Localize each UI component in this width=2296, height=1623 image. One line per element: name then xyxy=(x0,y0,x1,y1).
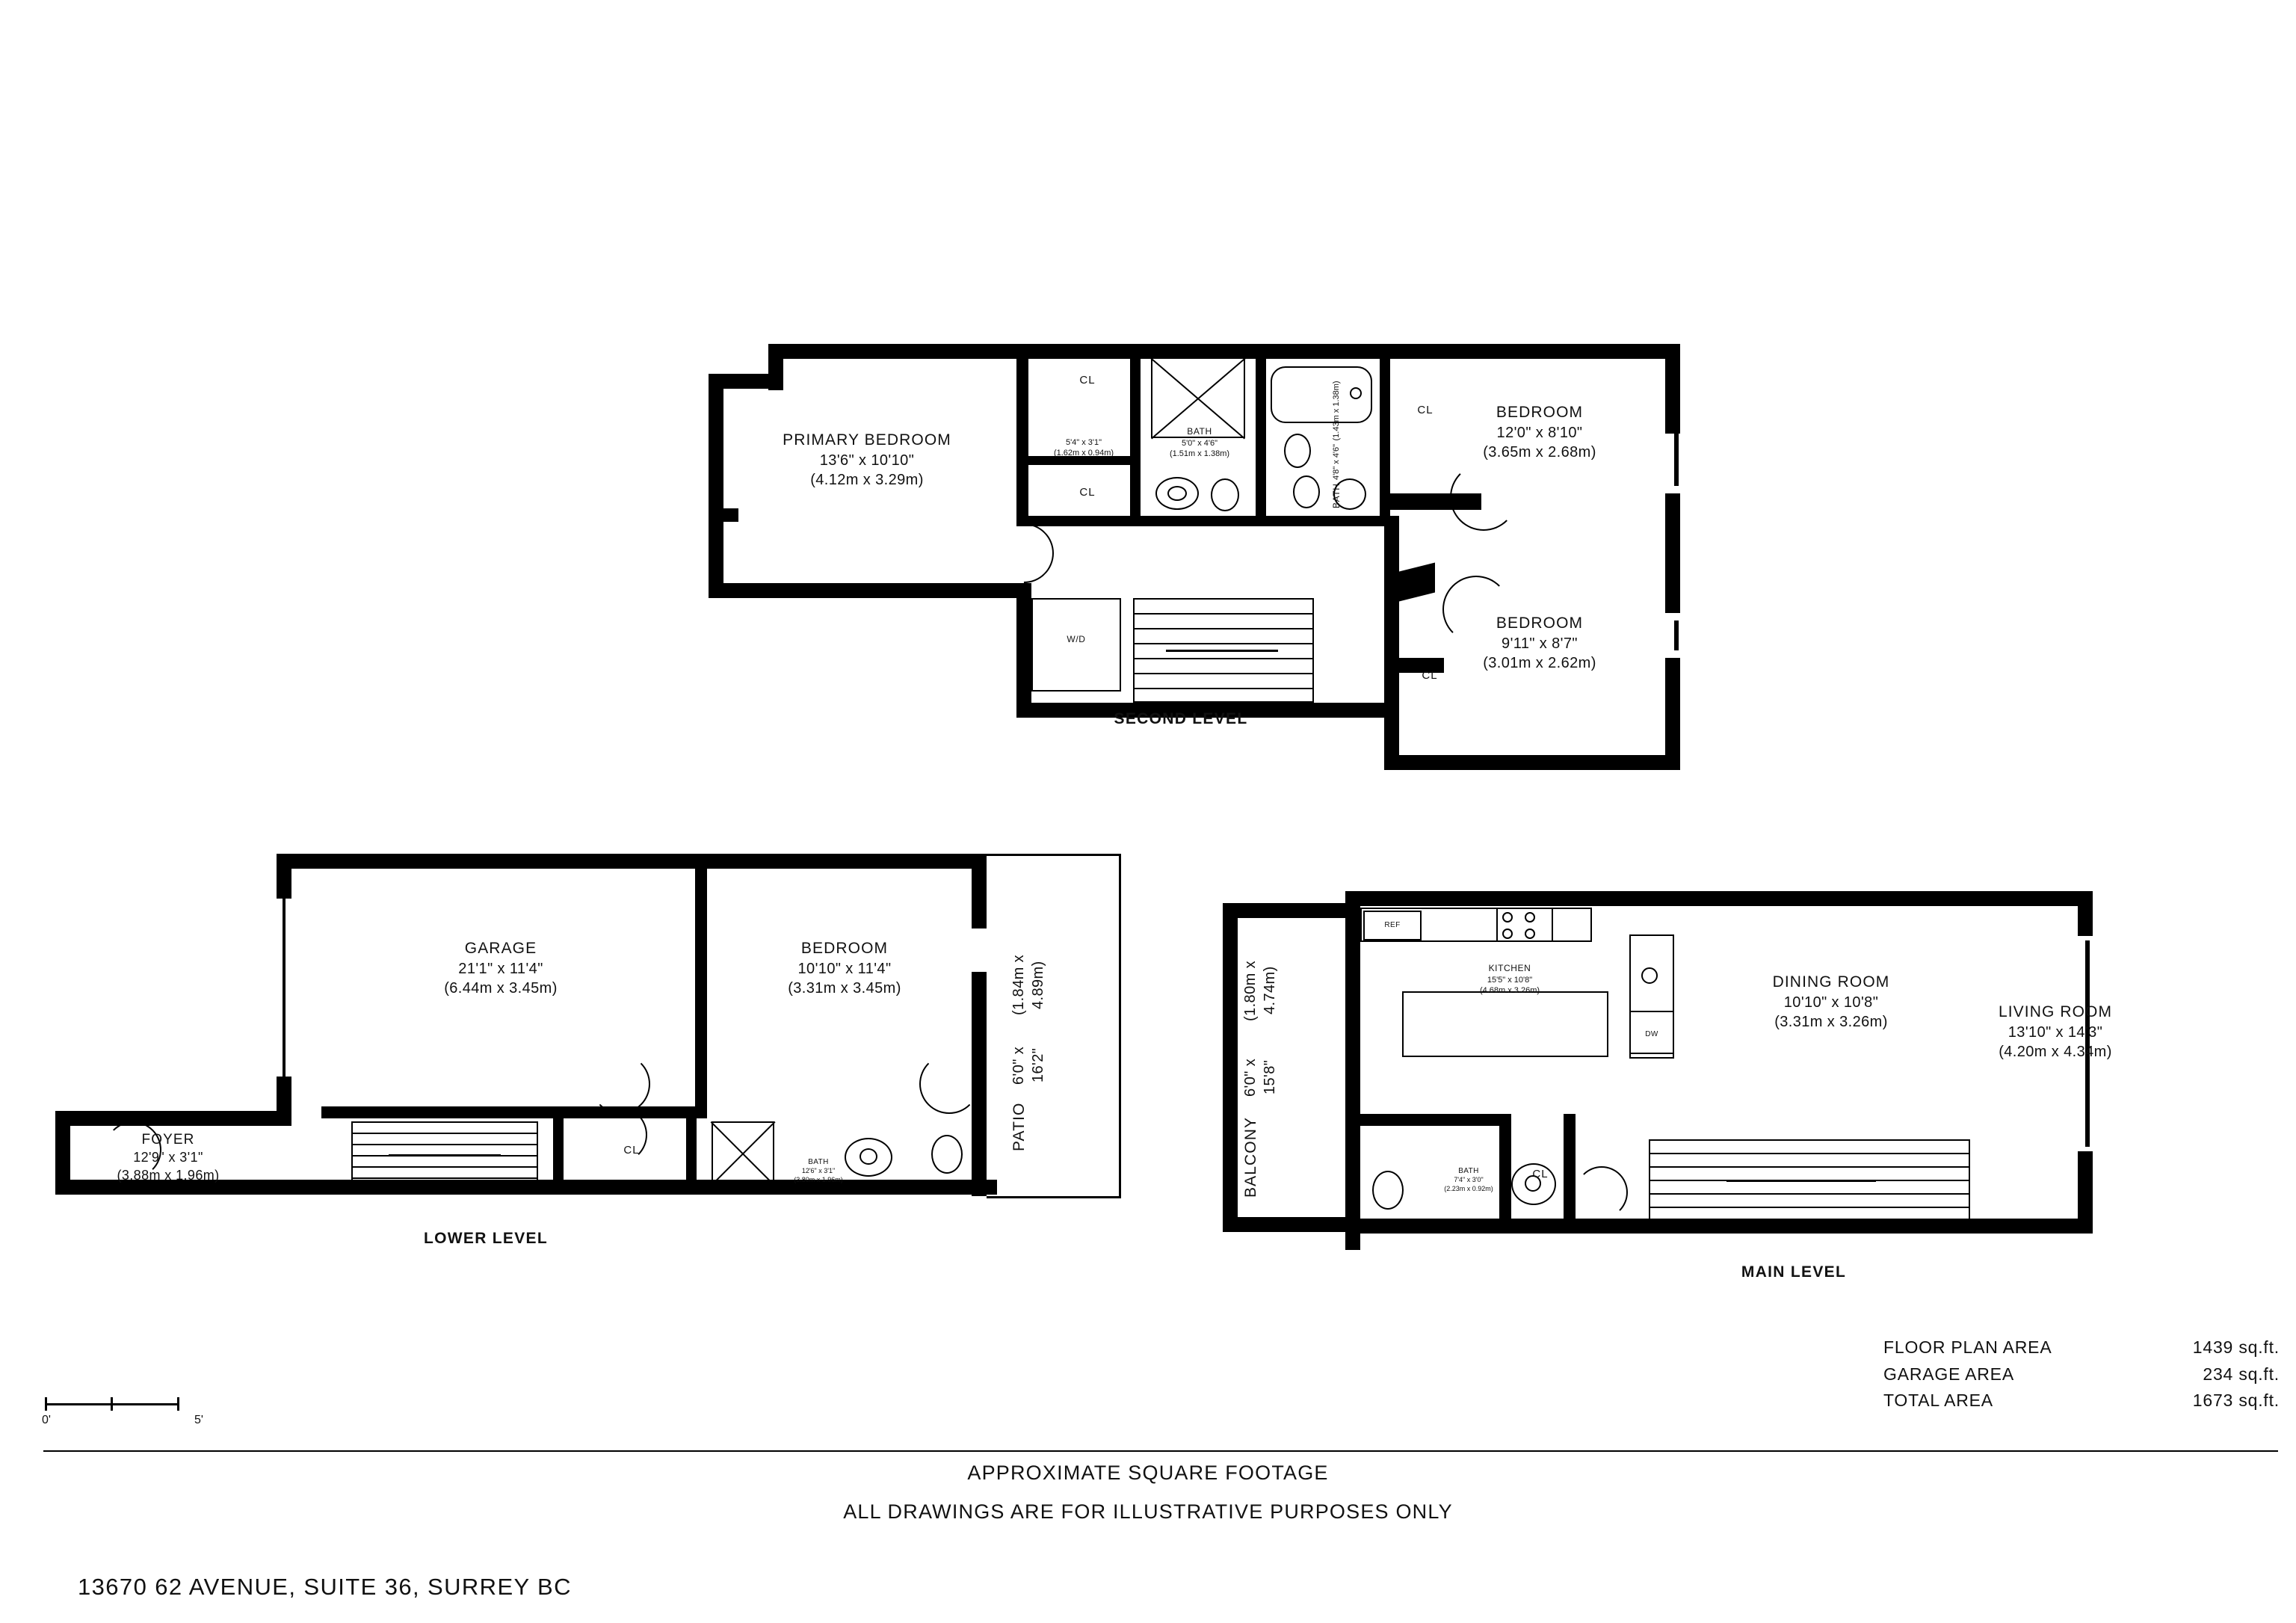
wall xyxy=(321,1106,707,1118)
room-name: GARAGE xyxy=(464,940,537,957)
room-dim-m: (4.68m x 3.26m) xyxy=(1479,985,1540,995)
closet-label: CL xyxy=(1532,1168,1549,1180)
stair-tread xyxy=(351,1144,538,1145)
scale-start-label: 0' xyxy=(42,1414,51,1426)
room-name: FOYER xyxy=(141,1132,195,1148)
wall xyxy=(1223,903,1357,918)
wall xyxy=(1223,1217,1357,1232)
scale-end-label: 5' xyxy=(194,1414,203,1426)
wall xyxy=(1345,891,1360,1250)
wall xyxy=(1256,344,1390,354)
area-value: 234 sq.ft. xyxy=(2203,1364,2280,1384)
area-value: 1439 sq.ft. xyxy=(2192,1337,2280,1357)
room-bedroom-2 xyxy=(1420,402,1659,463)
door-arc xyxy=(590,1054,650,1114)
room-primary-bedroom xyxy=(725,430,1009,490)
wall xyxy=(553,1114,564,1195)
stair-tread xyxy=(351,1177,538,1179)
footer-line-2: ALL DRAWINGS ARE FOR ILLUSTRATIVE PURPOSES ONLY xyxy=(843,1500,1453,1523)
refrigerator-text: REF xyxy=(1384,921,1401,929)
stair-tread xyxy=(1133,613,1314,615)
room-name: PRIMARY BEDROOM xyxy=(783,431,951,449)
door-arc xyxy=(1450,464,1517,531)
room-dim-m: (1.80m x 4.74m) xyxy=(1242,960,1278,1021)
wall xyxy=(709,583,1022,598)
footer-line-1: APPROXIMATE SQUARE FOOTAGE xyxy=(967,1462,1329,1484)
stair-direction-arrow xyxy=(389,1154,501,1157)
wall xyxy=(1360,1114,1510,1126)
burner xyxy=(1525,928,1535,939)
area-label: GARAGE AREA xyxy=(1883,1364,2014,1384)
wall xyxy=(1130,344,1141,523)
stair-tread xyxy=(1649,1207,1970,1208)
patio-outline xyxy=(1119,854,1121,1198)
room-foyer xyxy=(78,1130,258,1185)
wall xyxy=(2078,891,2093,936)
stair-tread xyxy=(1133,688,1314,689)
room-dim-ft: 6'0" x 16'2" xyxy=(1010,1046,1046,1085)
bath-label-1 xyxy=(1144,426,1256,459)
washer-dryer-label xyxy=(1031,634,1121,646)
room-dim-m: (3.88m x 1.96m) xyxy=(117,1167,220,1183)
stair-tread xyxy=(1649,1193,1970,1195)
kitchen-label xyxy=(1428,963,1592,996)
room-dim-m: (1.43m x 1.38m) xyxy=(1332,381,1341,441)
wall xyxy=(972,854,987,928)
wall xyxy=(1016,583,1031,718)
stair-tread xyxy=(1133,643,1314,644)
wall xyxy=(1384,755,1680,770)
wall xyxy=(55,1111,291,1126)
stair-tread xyxy=(1649,1166,1970,1168)
room-dim-m: (2.23m x 0.92m) xyxy=(1444,1184,1493,1192)
room-living xyxy=(1943,1002,2167,1062)
refrigerator-label xyxy=(1363,917,1422,932)
room-dim-ft: 10'10" x 10'8" xyxy=(1783,994,1879,1011)
toilet-fixture xyxy=(931,1135,963,1174)
room-dim-m: (3.31m x 3.45m) xyxy=(788,980,901,997)
closet-label: CL xyxy=(1417,404,1434,416)
toilet-fixture xyxy=(1293,475,1320,508)
garage-door-line xyxy=(283,897,286,1080)
wall xyxy=(709,508,738,522)
room-dim-ft: 15'5" x 10'8" xyxy=(1487,975,1533,985)
dishwasher-text: DW xyxy=(1645,1030,1658,1038)
room-dim-m: (1.51m x 1.38m) xyxy=(1169,449,1230,458)
wall xyxy=(686,1114,697,1195)
second-level-title: SECOND LEVEL xyxy=(1114,710,1248,727)
wall xyxy=(1256,344,1266,523)
stair-tread xyxy=(351,1166,538,1168)
room-name: BEDROOM xyxy=(1496,615,1584,632)
room-name: PATIO xyxy=(1010,1102,1028,1151)
patio-outline xyxy=(987,854,1121,856)
wall xyxy=(709,374,723,598)
closet-label: CL xyxy=(623,1144,640,1157)
stair-tread xyxy=(1649,1153,1970,1154)
room-name: KITCHEN xyxy=(1488,963,1531,973)
room-name: BATH xyxy=(1331,483,1342,508)
room-name: DINING ROOM xyxy=(1772,973,1890,991)
room-dim-ft: 7'4" x 3'0" xyxy=(1454,1176,1484,1183)
area-value: 1673 sq.ft. xyxy=(2192,1391,2280,1411)
room-dim-m: (3.01m x 2.62m) xyxy=(1483,655,1596,672)
closet-label: CL xyxy=(1422,669,1438,682)
area-row xyxy=(1883,1334,2280,1361)
kitchen-island xyxy=(1402,991,1608,1057)
room-name: BEDROOM xyxy=(1496,404,1584,421)
room-dim-ft: 13'6" x 10'10" xyxy=(819,452,915,469)
lower-level-title: LOWER LEVEL xyxy=(424,1230,548,1247)
area-row xyxy=(1883,1361,2280,1388)
room-name: BEDROOM xyxy=(800,940,889,957)
closet-dim-label xyxy=(1024,437,1144,459)
property-address: 13670 62 AVENUE, SUITE 36, SURREY BC xyxy=(78,1574,572,1600)
sink-fixture xyxy=(1167,486,1187,501)
wall xyxy=(277,854,291,899)
stair-tread xyxy=(1133,658,1314,659)
room-name: BATH xyxy=(1187,426,1212,437)
burner xyxy=(1525,912,1535,923)
area-summary xyxy=(1883,1334,2280,1414)
room-patio xyxy=(1009,942,1091,1151)
wall xyxy=(1223,903,1238,1232)
room-bedroom-3 xyxy=(1420,613,1659,674)
wall xyxy=(277,854,972,869)
room-name: BATH xyxy=(808,1158,829,1166)
washer-dryer-text: W/D xyxy=(1067,634,1086,644)
main-level-title: MAIN LEVEL xyxy=(1741,1263,1847,1281)
wall xyxy=(1016,516,1390,526)
room-dim-m: (4.12m x 3.29m) xyxy=(810,472,924,489)
room-dim-ft: 9'11" x 8'7" xyxy=(1502,635,1578,652)
room-bedroom-lower xyxy=(725,938,964,999)
room-dining xyxy=(1719,972,1943,1032)
wall xyxy=(1345,891,2093,906)
wall xyxy=(1384,516,1399,770)
room-dim-ft: 12'6" x 3'1" xyxy=(801,1167,836,1174)
room-dim-ft: 21'1" x 11'4" xyxy=(458,960,543,977)
room-dim-ft: 5'4" x 3'1" xyxy=(1065,438,1102,447)
room-dim-m: (1.62m x 0.94m) xyxy=(1053,449,1114,458)
burner xyxy=(1502,912,1513,923)
room-dim-m: (3.31m x 3.26m) xyxy=(1774,1014,1888,1031)
wall xyxy=(695,867,707,1114)
room-dim-ft: 13'10" x 14'3" xyxy=(2008,1023,2103,1041)
room-name: BALCONY xyxy=(1242,1116,1259,1198)
area-label: TOTAL AREA xyxy=(1883,1391,1993,1411)
room-dim-ft: 12'9" x 3'1" xyxy=(133,1150,203,1165)
room-dim-ft: 5'0" x 4'6" xyxy=(1181,438,1218,448)
room-dim-m: (4.20m x 4.34m) xyxy=(1999,1044,2112,1061)
room-balcony xyxy=(1241,943,1330,1198)
room-dim-ft: 4'8" x 4'6" xyxy=(1332,443,1341,481)
divider xyxy=(43,1450,2278,1452)
bathtub-drain xyxy=(1350,387,1362,399)
window xyxy=(1674,620,1679,650)
room-dim-ft: 12'0" x 8'10" xyxy=(1496,424,1583,441)
patio-outline xyxy=(987,1196,1121,1198)
toilet-fixture xyxy=(1284,434,1311,468)
closet-label: CL xyxy=(1079,486,1096,499)
wall xyxy=(1665,658,1680,763)
wall xyxy=(768,344,1680,359)
closet-label: CL xyxy=(1079,374,1096,386)
room-dim-m: (6.44m x 3.45m) xyxy=(444,980,558,997)
room-garage xyxy=(366,938,635,999)
room-dim-ft: 10'10" x 11'4" xyxy=(797,960,892,977)
stair-tread xyxy=(351,1133,538,1134)
bath-label-2 xyxy=(1329,381,1381,508)
toilet-fixture xyxy=(1372,1171,1404,1210)
room-dim-m: (3.80m x 1.96m) xyxy=(794,1175,843,1183)
area-label: FLOOR PLAN AREA xyxy=(1883,1337,2052,1357)
room-name: BATH xyxy=(1458,1167,1479,1175)
toilet-fixture xyxy=(1211,478,1239,511)
wall xyxy=(1016,344,1028,523)
sink-fixture xyxy=(1641,967,1658,984)
burner xyxy=(1502,928,1513,939)
wall xyxy=(1345,1219,2093,1234)
door-arc xyxy=(1576,1166,1628,1219)
wall xyxy=(1665,493,1680,613)
dishwasher-label xyxy=(1628,1026,1676,1041)
door-arc xyxy=(919,1054,979,1114)
area-row xyxy=(1883,1388,2280,1414)
bath-label-lower xyxy=(762,1157,874,1184)
stair-direction-arrow xyxy=(1166,650,1278,652)
room-dim-m: (1.84m x 4.89m) xyxy=(1010,955,1046,1016)
room-dim-m: (3.65m x 2.68m) xyxy=(1483,444,1596,461)
stair-tread xyxy=(1133,628,1314,629)
room-dim-ft: 6'0" x 15'8" xyxy=(1242,1058,1278,1097)
room-name: LIVING ROOM xyxy=(1998,1003,2113,1020)
stair-direction-arrow xyxy=(1726,1180,1876,1182)
window xyxy=(1674,389,1679,486)
stair-tread xyxy=(1133,673,1314,674)
